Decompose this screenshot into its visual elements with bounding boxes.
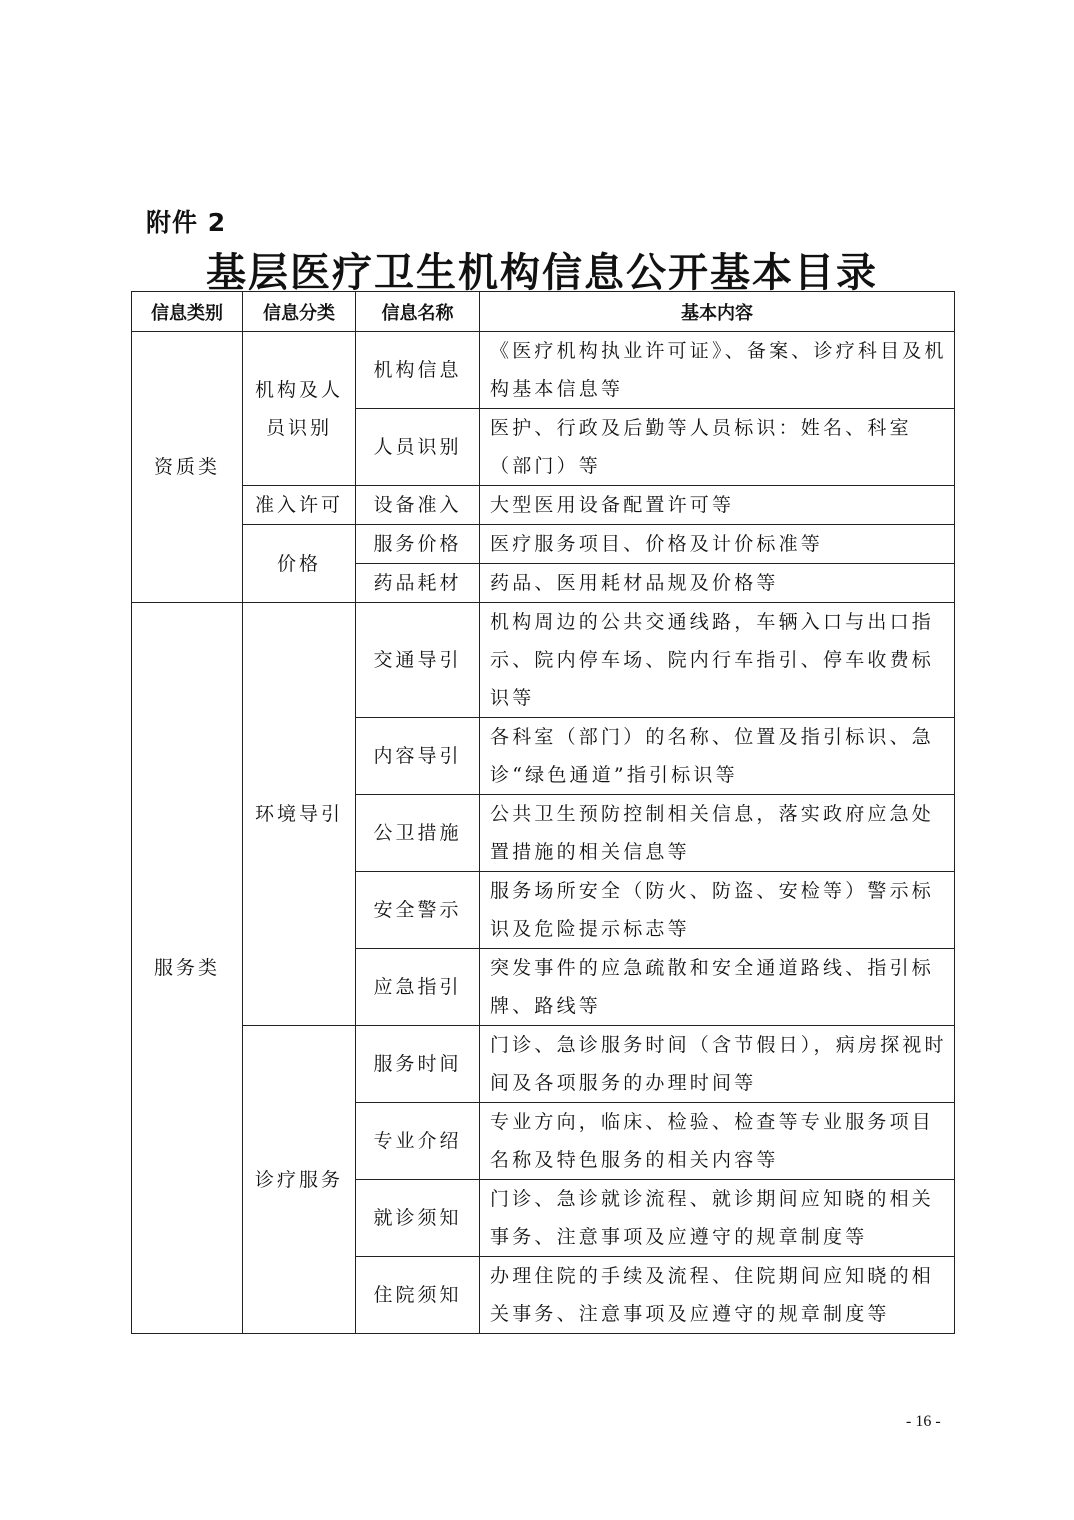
name-cell: 药品耗材 xyxy=(356,564,480,603)
name-cell: 服务价格 xyxy=(356,525,480,564)
content-cell: 专业方向，临床、检验、检查等专业服务项目名称及特色服务的相关内容等 xyxy=(480,1103,955,1180)
column-header-subcategory: 信息分类 xyxy=(243,292,356,332)
subcategory-line: 员识别 xyxy=(265,416,332,439)
subcategory-line: 机构及人 xyxy=(254,378,343,401)
content-cell: 突发事件的应急疏散和安全通道路线、指引标牌、路线等 xyxy=(480,949,955,1026)
subcategory-cell: 价格 xyxy=(243,525,356,603)
content-cell: 各科室（部门）的名称、位置及指引标识、急诊“绿色通道”指引标识等 xyxy=(480,718,955,795)
name-cell: 交通导引 xyxy=(356,603,480,718)
content-cell: 门诊、急诊就诊流程、就诊期间应知晓的相关事务、注意事项及应遵守的规章制度等 xyxy=(480,1180,955,1257)
name-cell: 服务时间 xyxy=(356,1026,480,1103)
name-cell: 人员识别 xyxy=(356,409,480,486)
name-cell: 专业介绍 xyxy=(356,1103,480,1180)
catalog-table xyxy=(131,291,955,1334)
content-cell: 机构周边的公共交通线路，车辆入口与出口指示、院内停车场、院内行车指引、停车收费标识等 xyxy=(480,603,955,718)
content-cell: 大型医用设备配置许可等 xyxy=(480,486,955,525)
subcategory-cell xyxy=(243,332,356,486)
table-row xyxy=(132,486,955,525)
content-cell: 《医疗机构执业许可证》、备案、诊疗科目及机构基本信息等 xyxy=(480,332,955,409)
table-row xyxy=(132,525,955,564)
category-cell: 服务类 xyxy=(132,603,243,1334)
content-cell: 服务场所安全（防火、防盗、安检等）警示标识及危险提示标志等 xyxy=(480,872,955,949)
document-title: 基层医疗卫生机构信息公开基本目录 xyxy=(206,249,878,296)
content-cell: 药品、医用耗材品规及价格等 xyxy=(480,564,955,603)
page-number: - 16 - xyxy=(906,1413,941,1430)
table-row xyxy=(132,332,955,409)
subcategory-cell: 诊疗服务 xyxy=(243,1026,356,1334)
name-cell: 应急指引 xyxy=(356,949,480,1026)
name-cell: 安全警示 xyxy=(356,872,480,949)
name-cell: 机构信息 xyxy=(356,332,480,409)
content-cell: 医护、行政及后勤等人员标识：姓名、科室（部门）等 xyxy=(480,409,955,486)
table-row xyxy=(132,603,955,718)
name-cell: 住院须知 xyxy=(356,1257,480,1334)
column-header-name: 信息名称 xyxy=(356,292,480,332)
name-cell: 内容导引 xyxy=(356,718,480,795)
name-cell: 设备准入 xyxy=(356,486,480,525)
content-cell: 医疗服务项目、价格及计价标准等 xyxy=(480,525,955,564)
content-cell: 门诊、急诊服务时间（含节假日），病房探视时间及各项服务的办理时间等 xyxy=(480,1026,955,1103)
table-row xyxy=(132,1026,955,1103)
category-cell: 资质类 xyxy=(132,332,243,603)
name-cell: 就诊须知 xyxy=(356,1180,480,1257)
attachment-label: 附件 2 xyxy=(146,208,227,237)
table-header-row xyxy=(132,292,955,332)
subcategory-cell: 环境导引 xyxy=(243,603,356,1026)
subcategory-cell: 准入许可 xyxy=(243,486,356,525)
content-cell: 办理住院的手续及流程、住院期间应知晓的相关事务、注意事项及应遵守的规章制度等 xyxy=(480,1257,955,1334)
column-header-content: 基本内容 xyxy=(480,292,955,332)
name-cell: 公卫措施 xyxy=(356,795,480,872)
content-cell: 公共卫生预防控制相关信息，落实政府应急处置措施的相关信息等 xyxy=(480,795,955,872)
column-header-category: 信息类别 xyxy=(132,292,243,332)
